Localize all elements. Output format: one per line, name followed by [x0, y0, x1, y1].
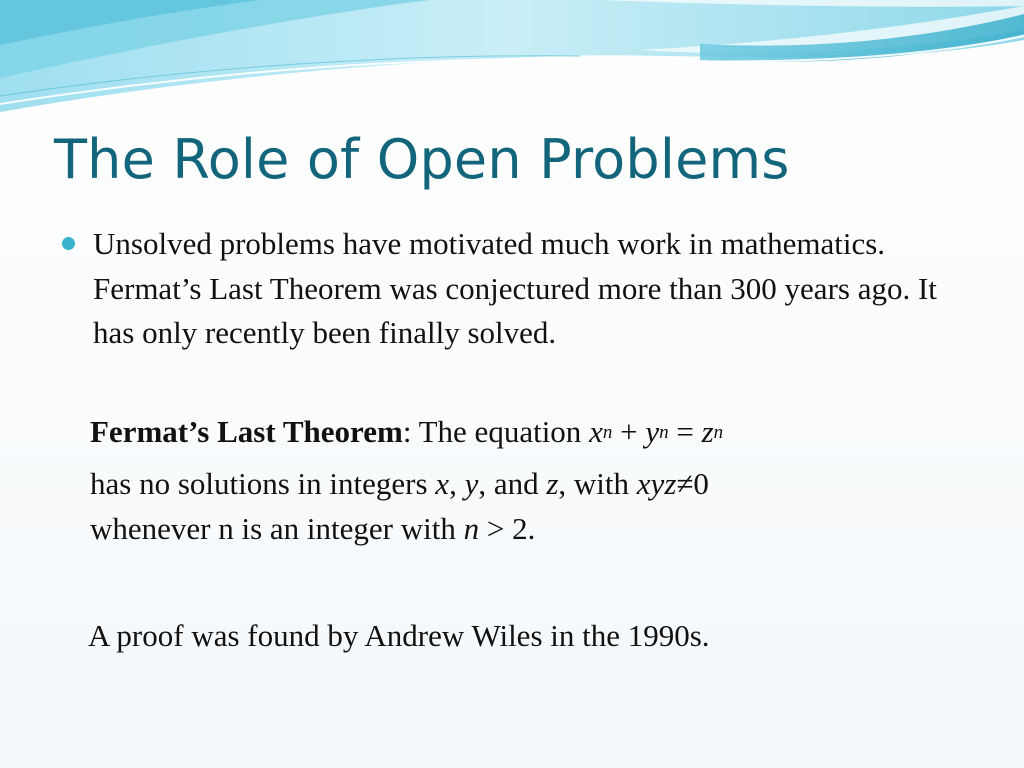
header-wave-decoration [0, 0, 1024, 120]
exponent-condition-text: whenever n is an integer with [90, 510, 464, 546]
exponent-n: n [659, 422, 669, 443]
var-xyz: xyz [636, 466, 677, 501]
var-y: y [464, 466, 479, 501]
var-x: x [435, 466, 450, 501]
var-x: x [589, 414, 603, 449]
plus-sign: + [612, 414, 646, 449]
slide-title: The Role of Open Problems [54, 128, 790, 191]
var-n: n [463, 510, 480, 546]
var-y: y [645, 414, 660, 449]
var-z: z [546, 466, 559, 501]
greater-than-two: > 2. [479, 510, 536, 546]
and-text: , and [478, 466, 547, 501]
with-text: , with [558, 466, 637, 501]
theorem-label: Fermat’s Last Theorem [90, 414, 403, 449]
bullet-text: Unsolved problems have motivated much work in mathematics. Fermat’s Last Theorem was conjectured more than 300 years ago. It has only recently been finally solved. [93, 226, 937, 350]
exponent-n: n [713, 422, 724, 443]
theorem-intro: : The equation [402, 414, 590, 449]
equals-sign: = [668, 414, 702, 449]
conclusion-text: A proof was found by Andrew Wiles in the 1990s. [88, 618, 710, 653]
var-z: z [701, 414, 714, 449]
exponent-n: n [602, 422, 613, 443]
theorem-exponent-line [90, 507, 970, 552]
comma: , [449, 466, 465, 501]
condition-text: has no solutions in integers [90, 466, 436, 501]
theorem-condition-line [90, 462, 970, 507]
theorem-statement [90, 410, 970, 551]
theorem-equation-line [90, 410, 970, 462]
not-equal-zero: ≠0 [676, 466, 709, 501]
bullet-dot-icon [62, 237, 75, 250]
